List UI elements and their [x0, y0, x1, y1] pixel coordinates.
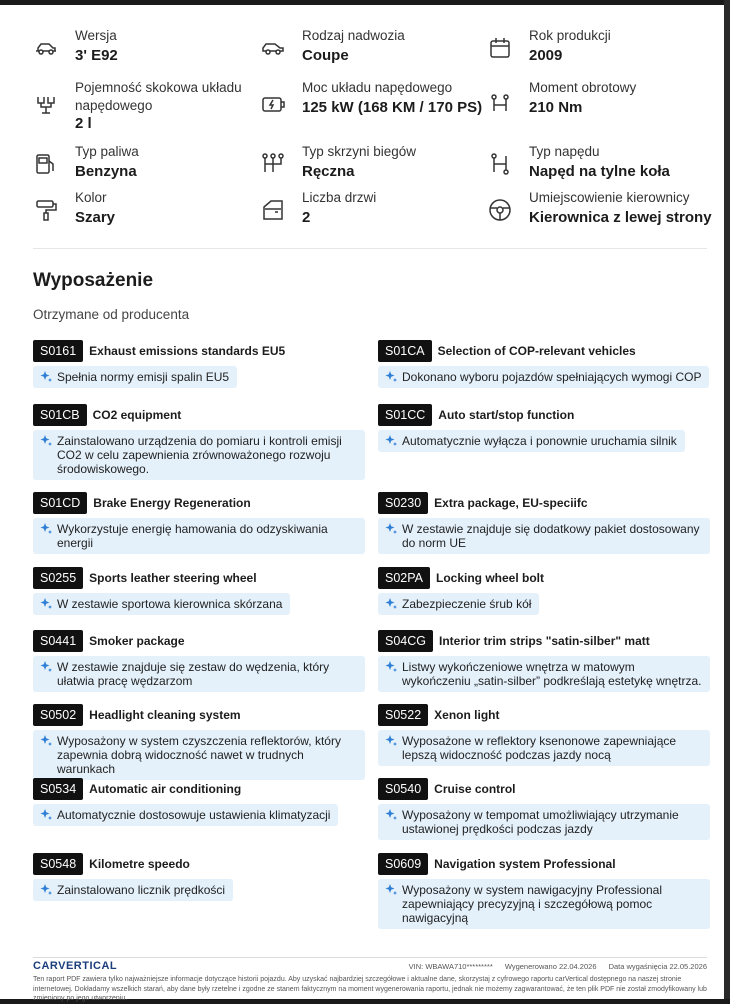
torque-icon — [487, 91, 513, 117]
spec-value: 210 Nm — [529, 99, 583, 116]
sparkle-icon — [39, 660, 53, 674]
equipment-item — [378, 404, 710, 452]
equipment-description — [378, 518, 710, 554]
equipment-description-text: Spełnia normy emisji spalin EU5 — [57, 370, 230, 384]
spec-value: Ręczna — [302, 163, 355, 180]
disclaimer-text: Ten raport PDF zawiera tylko najważniejsze informacje dotyczące historii pojazdu. Aby uzyskać najbardziej szczegółowe i aktualne dane, skorzystaj z cyfrowego raportu carVertical dostępnego na naszej stronie internetowej. Dokładamy wszelkich starań, aby dane były rzetelne i zgodne ze stanem faktycznym na moment wygenerowania raportu, jednak nie możemy zagwarantować, że ten plik PDF nie został zmodyfikowany lub zmieniony po jego utworzeniu. — [33, 976, 707, 1002]
equipment-code: S0255 — [33, 567, 83, 589]
equipment-description — [378, 593, 539, 615]
sparkle-icon — [39, 883, 53, 897]
equipment-description-text: Wyposażony w system czyszczenia reflektorów, który zapewnia dobrą widoczność nawet w trudnych warunkach — [57, 734, 341, 776]
sparkle-icon — [384, 660, 398, 674]
equipment-item — [378, 567, 710, 615]
power-icon — [260, 91, 286, 117]
equipment-header — [378, 340, 710, 362]
equipment-name: Automatic air conditioning — [89, 782, 242, 796]
section-title: Wyposażenie — [33, 270, 154, 291]
spec-value: 2009 — [529, 47, 563, 64]
sparkle-icon — [384, 434, 398, 448]
equipment-item — [33, 567, 365, 615]
equipment-code: S0230 — [378, 492, 428, 514]
spec-value: Napęd na tylne koła — [529, 163, 670, 180]
equipment-description-text: Zabezpieczenie śrub kół — [402, 597, 532, 611]
equipment-name: Exhaust emissions standards EU5 — [89, 344, 286, 358]
equipment-name: CO2 equipment — [92, 408, 182, 422]
sparkle-icon — [384, 808, 398, 822]
equipment-description — [378, 879, 710, 929]
equipment-item — [33, 778, 365, 826]
gearbox-icon — [260, 151, 286, 177]
equipment-name: Xenon light — [434, 708, 500, 722]
section-divider — [33, 248, 707, 249]
sparkle-icon — [39, 434, 53, 448]
equipment-code: S0161 — [33, 340, 83, 362]
sparkle-icon — [384, 522, 398, 536]
equipment-code: S0502 — [33, 704, 83, 726]
equipment-item — [378, 630, 710, 692]
equipment-name: Smoker package — [89, 634, 185, 648]
sparkle-icon — [384, 597, 398, 611]
window-edge — [724, 0, 730, 999]
equipment-header — [33, 340, 365, 362]
equipment-code: S0522 — [378, 704, 428, 726]
equipment-code: S04CG — [378, 630, 433, 652]
sparkle-icon — [39, 808, 53, 822]
equipment-header — [33, 704, 365, 726]
equipment-header — [378, 492, 710, 514]
equipment-header — [378, 404, 710, 426]
spec-value: 2 — [302, 209, 311, 226]
door-icon — [260, 197, 286, 223]
sparkle-icon — [384, 734, 398, 748]
equipment-description — [378, 656, 710, 692]
equipment-code: S01CB — [33, 404, 87, 426]
equipment-name: Brake Energy Regeneration — [93, 496, 251, 510]
equipment-description — [378, 366, 709, 388]
equipment-name: Headlight cleaning system — [89, 708, 241, 722]
equipment-name: Interior trim strips "satin-silber" matt — [439, 634, 650, 648]
equipment-header — [33, 404, 365, 426]
report-page — [0, 5, 730, 1002]
spec-label: Liczba drzwi — [302, 190, 377, 205]
spec-label: Typ napędu — [529, 144, 600, 159]
equipment-item — [378, 704, 710, 766]
equipment-item — [33, 704, 365, 780]
equipment-description-text: W zestawie znajduje się zestaw do wędzenia, który ułatwia pracę wędzarzom — [57, 660, 330, 688]
sparkle-icon — [384, 883, 398, 897]
spec-value: Coupe — [302, 47, 349, 64]
spec-value: Benzyna — [75, 163, 137, 180]
equipment-name: Cruise control — [434, 782, 516, 796]
drivetrain-icon — [487, 151, 513, 177]
car-side-icon — [33, 35, 59, 61]
equipment-description-text: Listwy wykończeniowe wnętrza w matowym wykończeniu „satin-silber” podkreślają estetykę wnętrza. — [402, 660, 702, 688]
equipment-description-text: Wyposażone w reflektory ksenonowe zapewniające lepszą widoczność podczas jazdy nocą — [402, 734, 677, 762]
equipment-item — [378, 778, 710, 840]
equipment-code: S0540 — [378, 778, 428, 800]
spec-value: Szary — [75, 209, 116, 226]
equipment-header — [378, 778, 710, 800]
sparkle-icon — [39, 597, 53, 611]
equipment-name: Sports leather steering wheel — [89, 571, 257, 585]
equipment-code: S0609 — [378, 853, 428, 875]
generated-date: Wygenerowano 22.04.2026 — [504, 962, 597, 971]
equipment-description — [33, 518, 365, 554]
spec-label: Kolor — [75, 190, 107, 205]
equipment-header — [33, 853, 365, 875]
equipment-name: Selection of COP-relevant vehicles — [437, 344, 636, 358]
spec-value: 3' E92 — [75, 47, 118, 64]
paint-roller-icon — [33, 197, 59, 223]
equipment-name: Navigation system Professional — [434, 857, 616, 871]
equipment-header — [33, 630, 365, 652]
equipment-header — [33, 778, 365, 800]
equipment-header — [378, 853, 710, 875]
equipment-description — [33, 879, 233, 901]
equipment-description-text: Wyposażony w system nawigacyjny Professional zapewniający precyzyjną i szczegółową pomoc nawigacyjną — [402, 883, 662, 925]
equipment-description — [33, 593, 290, 615]
expiry-date: Data wygaśnięcia 22.05.2026 — [608, 962, 707, 971]
equipment-description — [33, 430, 365, 480]
equipment-item — [33, 404, 365, 480]
spec-label: Rodzaj nadwozia — [302, 28, 405, 43]
section-subtitle: Otrzymane od producenta — [33, 307, 190, 322]
equipment-description-text: Zainstalowano urządzenia do pomiaru i kontroli emisji CO2 w celu zapewnienia zrównoważonego rozwoju środowiskowego. — [57, 434, 342, 476]
equipment-description — [378, 804, 710, 840]
spec-label: Rok produkcji — [529, 28, 611, 43]
equipment-name: Auto start/stop function — [438, 408, 575, 422]
spec-label: Typ paliwa — [75, 144, 139, 159]
equipment-description-text: Zainstalowano licznik prędkości — [57, 883, 226, 897]
equipment-item — [378, 492, 710, 554]
equipment-description-text: W zestawie znajduje się dodatkowy pakiet dostosowany do norm UE — [402, 522, 700, 550]
car-body-icon — [260, 35, 286, 61]
equipment-description — [378, 730, 710, 766]
spec-value: 2 l — [75, 115, 92, 132]
footer-divider — [33, 957, 707, 958]
equipment-code: S0548 — [33, 853, 83, 875]
equipment-name: Locking wheel bolt — [436, 571, 545, 585]
equipment-description-text: Wyposażony w tempomat umożliwiający utrzymanie ustawionej prędkości podczas jazdy — [402, 808, 679, 836]
calendar-icon — [487, 35, 513, 61]
equipment-description — [33, 804, 338, 826]
equipment-item — [33, 492, 365, 554]
spec-label: Moment obrotowy — [529, 80, 637, 95]
spec-label: Typ skrzyni biegów — [302, 144, 417, 159]
equipment-header — [378, 567, 710, 589]
equipment-description-text: Dokonano wyboru pojazdów spełniających wymogi COP — [402, 370, 702, 384]
equipment-header — [378, 704, 710, 726]
spec-label: Pojemność skokowa układu napędowego — [75, 80, 242, 113]
spec-label: Umiejscowienie kierownicy — [529, 190, 690, 205]
equipment-description-text: W zestawie sportowa kierownica skórzana — [57, 597, 283, 611]
equipment-header — [33, 567, 365, 589]
equipment-item — [33, 853, 365, 901]
sparkle-icon — [39, 734, 53, 748]
equipment-code: S02PA — [378, 567, 430, 589]
equipment-header — [33, 492, 365, 514]
equipment-code: S01CD — [33, 492, 87, 514]
equipment-item — [378, 340, 710, 388]
equipment-code: S0441 — [33, 630, 83, 652]
steering-wheel-icon — [487, 197, 513, 223]
equipment-item — [33, 630, 365, 692]
equipment-code: S0534 — [33, 778, 83, 800]
engine-displacement-icon — [33, 93, 59, 119]
equipment-description-text: Automatycznie dostosowuje ustawienia klimatyzacji — [57, 808, 331, 822]
sparkle-icon — [39, 370, 53, 384]
sparkle-icon — [384, 370, 398, 384]
equipment-item — [378, 853, 710, 929]
equipment-item — [33, 340, 365, 388]
equipment-code: S01CC — [378, 404, 432, 426]
equipment-description-text: Wykorzystuje energię hamowania do odzyskiwania energii — [57, 522, 328, 550]
spec-value: 125 kW (168 KM / 170 PS) — [302, 99, 483, 116]
equipment-description-text: Automatycznie wyłącza i ponownie uruchamia silnik — [402, 434, 677, 448]
equipment-description — [378, 430, 685, 452]
carvertical-logo: CARVERTICAL — [33, 960, 118, 972]
equipment-description — [33, 366, 237, 388]
sparkle-icon — [39, 522, 53, 536]
equipment-description — [33, 730, 365, 780]
equipment-description — [33, 656, 365, 692]
fuel-icon — [33, 151, 59, 177]
spec-label: Wersja — [75, 28, 117, 43]
spec-value: Kierownica z lewej strony — [529, 209, 712, 226]
equipment-header — [378, 630, 710, 652]
vin-text: VIN: WBAWA710********* — [408, 962, 493, 971]
spec-label: Moc układu napędowego — [302, 80, 453, 95]
equipment-name: Kilometre speedo — [89, 857, 190, 871]
equipment-name: Extra package, EU-speciifc — [434, 496, 588, 510]
report-meta — [399, 962, 707, 971]
equipment-code: S01CA — [378, 340, 432, 362]
